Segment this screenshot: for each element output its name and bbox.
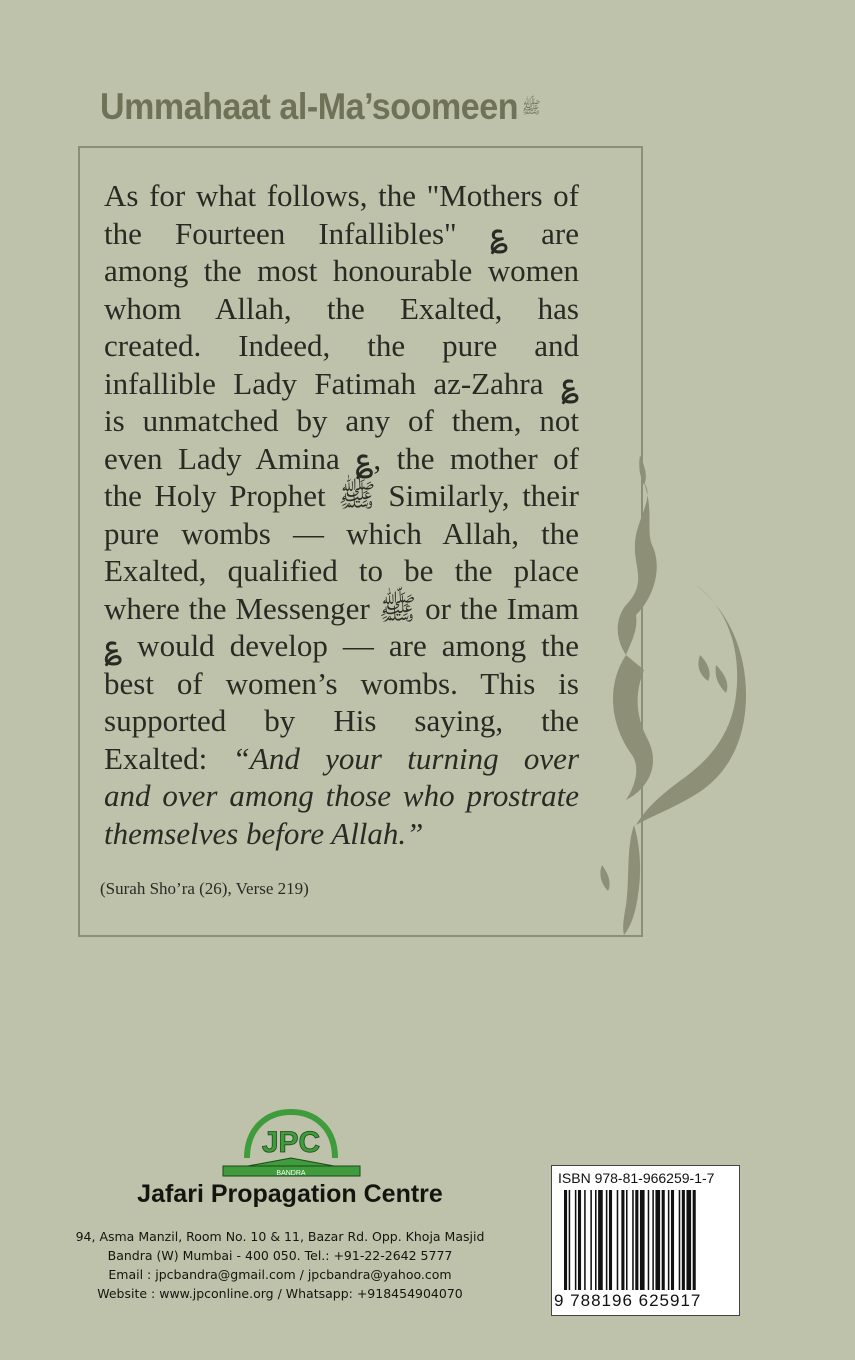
barcode-bar	[621, 1190, 624, 1290]
barcode-bar	[598, 1190, 603, 1290]
publisher-address	[20, 1227, 540, 1303]
calligraphy-ornament	[596, 455, 746, 935]
barcode-bar	[662, 1190, 665, 1290]
blurb-text	[104, 177, 579, 852]
blurb-line: Exalted: “And your turning over	[104, 740, 580, 776]
barcode-bar	[648, 1190, 650, 1290]
barcode-bar	[609, 1190, 612, 1290]
address-line: Email : jpcbandra@gmail.com / jpcbandra@yahoo.com	[108, 1267, 452, 1282]
verse-reference: (Surah Sho’ra (26), Verse 219)	[100, 879, 309, 898]
blurb-line: ؏ would develop — are among the	[104, 628, 579, 663]
isbn-label: ISBN 978-81-966259-1-7	[558, 1170, 715, 1186]
barcode-bar	[693, 1190, 696, 1290]
isbn-barcode-block	[551, 1165, 740, 1316]
book-title	[100, 86, 541, 128]
logo-text: JPC	[261, 1126, 321, 1159]
blurb-line: whom Allah, the Exalted, has	[104, 290, 579, 326]
barcode-bar	[635, 1190, 638, 1290]
barcode-bar	[652, 1190, 654, 1290]
barcode	[564, 1190, 734, 1290]
blurb-line: the Fourteen Infallibles" ؏ are	[104, 215, 579, 251]
barcode-bar	[569, 1190, 571, 1290]
barcode-bar	[640, 1190, 645, 1290]
blurb-line: among the most honourable women	[104, 253, 579, 288]
book-title-text: Ummahaat al-Ma’soomeen	[100, 86, 519, 127]
blurb-line: even Lady Amina ؏, the mother of	[104, 440, 579, 476]
barcode-bar	[655, 1190, 660, 1290]
isbn-digits: 9 788196 625917	[554, 1291, 702, 1310]
barcode-bar	[671, 1190, 674, 1290]
barcode-bar	[564, 1190, 567, 1290]
blurb-line: where the Messenger ﷺ or the Imam	[104, 590, 579, 626]
publisher-name: Jafari Propagation Centre	[137, 1180, 443, 1208]
barcode-bar	[606, 1190, 608, 1290]
blurb-line: supported by His saying, the	[104, 703, 579, 738]
blurb-line: infallible Lady Fatimah az-Zahra ؏	[104, 365, 579, 401]
barcode-bar	[590, 1190, 592, 1290]
blurb-line: and over among those who prostrate	[104, 778, 579, 813]
barcode-bar	[626, 1190, 628, 1290]
logo-subtext: BANDRA	[276, 1170, 306, 1177]
barcode-bar	[578, 1190, 581, 1290]
blurb-line: themselves before Allah.”	[104, 815, 424, 851]
blurb-line: Exalted, qualified to be the place	[104, 553, 579, 588]
blurb-line: best of women’s wombs. This is	[104, 665, 579, 701]
address-line: Website : www.jpconline.org / Whatsapp: +918454904070	[97, 1286, 463, 1301]
jpc-logo	[219, 1108, 364, 1178]
honorific-symbol: ﷺ	[521, 97, 541, 117]
barcode-bar	[584, 1190, 586, 1290]
barcode-bar	[632, 1190, 634, 1290]
barcode-bar	[575, 1190, 577, 1290]
barcode-bar	[682, 1190, 685, 1290]
barcode-bar	[617, 1190, 619, 1290]
barcode-bar	[686, 1190, 691, 1290]
blurb-line: As for what follows, the "Mothers of	[104, 178, 579, 213]
barcode-bar	[679, 1190, 681, 1290]
blurb-line: the Holy Prophet ﷺ Similarly, their	[104, 478, 580, 513]
barcode-bar	[668, 1190, 670, 1290]
quote-start: “And your turning over	[232, 740, 580, 776]
address-line: Bandra (W) Mumbai - 400 050. Tel.: +91-22-2642 5777	[107, 1248, 453, 1263]
barcode-bar	[595, 1190, 597, 1290]
blurb-line: pure wombs — which Allah, the	[104, 515, 579, 551]
blurb-line: created. Indeed, the pure and	[104, 328, 579, 363]
address-line: 94, Asma Manzil, Room No. 10 & 11, Bazar Rd. Opp. Khoja Masjid	[75, 1229, 485, 1244]
blurb-line: is unmatched by any of them, not	[104, 403, 579, 438]
